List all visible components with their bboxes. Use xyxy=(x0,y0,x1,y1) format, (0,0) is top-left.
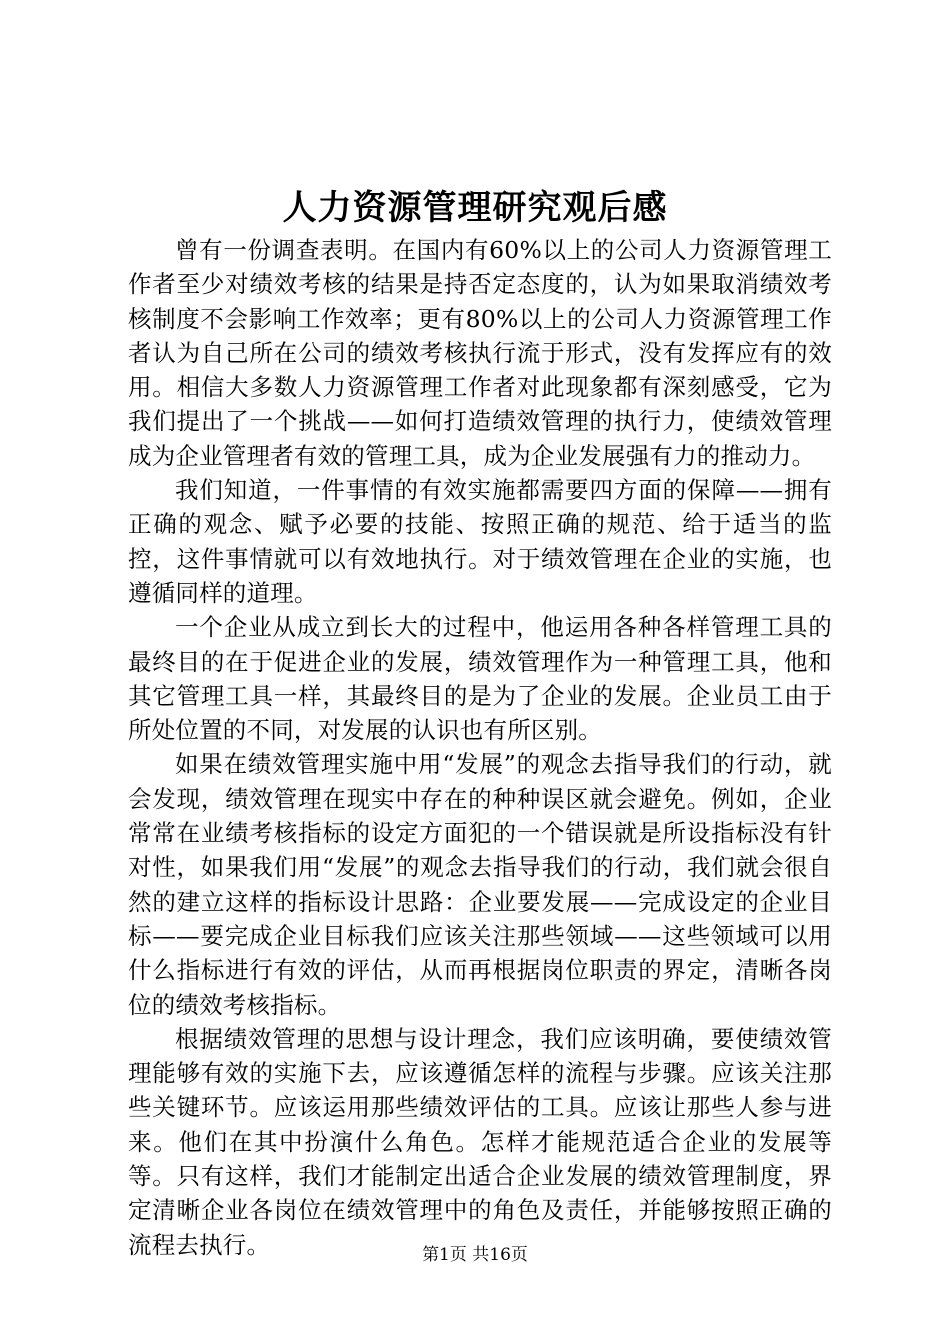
paragraph-5: 根据绩效管理的思想与设计理念，我们应该明确，要使绩效管理能够有效的实施下去，应该遵循怎样的流程与步骤。应该关注那些关键环节。应该运用那些绩效评估的工具。应该让那些人参与进来。他们在其中扮演什么角色。怎样才能规范适合企业的发展等等。只有这样，我们才能制定出适合企业发展的绩效管理制度，界定清晰企业各岗位在绩效管理中的角色及责任，并能够按照正确的流程去执行。 xyxy=(128,1024,832,1259)
document-body xyxy=(128,233,832,1262)
paragraph-2: 我们知道，一件事情的有效实施都需要四方面的保障——拥有正确的观念、赋予必要的技能、按照正确的规范、给于适当的监控，这件事情就可以有效地执行。对于绩效管理在企业的实施，也遵循同样的道理。 xyxy=(128,476,832,607)
page-footer xyxy=(0,1244,950,1266)
paragraph-4: 如果在绩效管理实施中用“发展”的观念去指导我们的行动，就会发现，绩效管理在现实中存在的种种误区就会避免。例如，企业常常在业绩考核指标的设定方面犯的一个错误就是所设指标没有针对性，如果我们用“发展”的观念去指导我们的行动，我们就会很自然的建立这样的指标设计思路：企业要发展——完成设定的企业目标——要完成企业目标我们应该关注那些领域——这些领域可以用什么指标进行有效的评估，从而再根据岗位职责的界定，清晰各岗位的绩效考核指标。 xyxy=(128,750,832,1019)
paragraph-1: 曾有一份调查表明。在国内有60%以上的公司人力资源管理工作者至少对绩效考核的结果是持否定态度的，认为如果取消绩效考核制度不会影响工作效率；更有80%以上的公司人力资源管理工作者认为自己所在公司的绩效考核执行流于形式，没有发挥应有的效用。相信大多数人力资源管理工作者对此现象都有深刻感受，它为我们提出了一个挑战——如何打造绩效管理的执行力，使绩效管理成为企业管理者有效的管理工具，成为企业发展强有力的推动力。 xyxy=(128,236,832,470)
page-number: 第1页 共16页 xyxy=(422,1245,528,1265)
page-title: 人力资源管理研究观后感 xyxy=(282,188,668,228)
paragraph-3: 一个企业从成立到长大的过程中，他运用各种各样管理工具的最终目的在于促进企业的发展，绩效管理作为一种管理工具，他和其它管理工具一样，其最终目的是为了企业的发展。企业员工由于所处位置的不同，对发展的认识也有所区别。 xyxy=(128,613,832,745)
